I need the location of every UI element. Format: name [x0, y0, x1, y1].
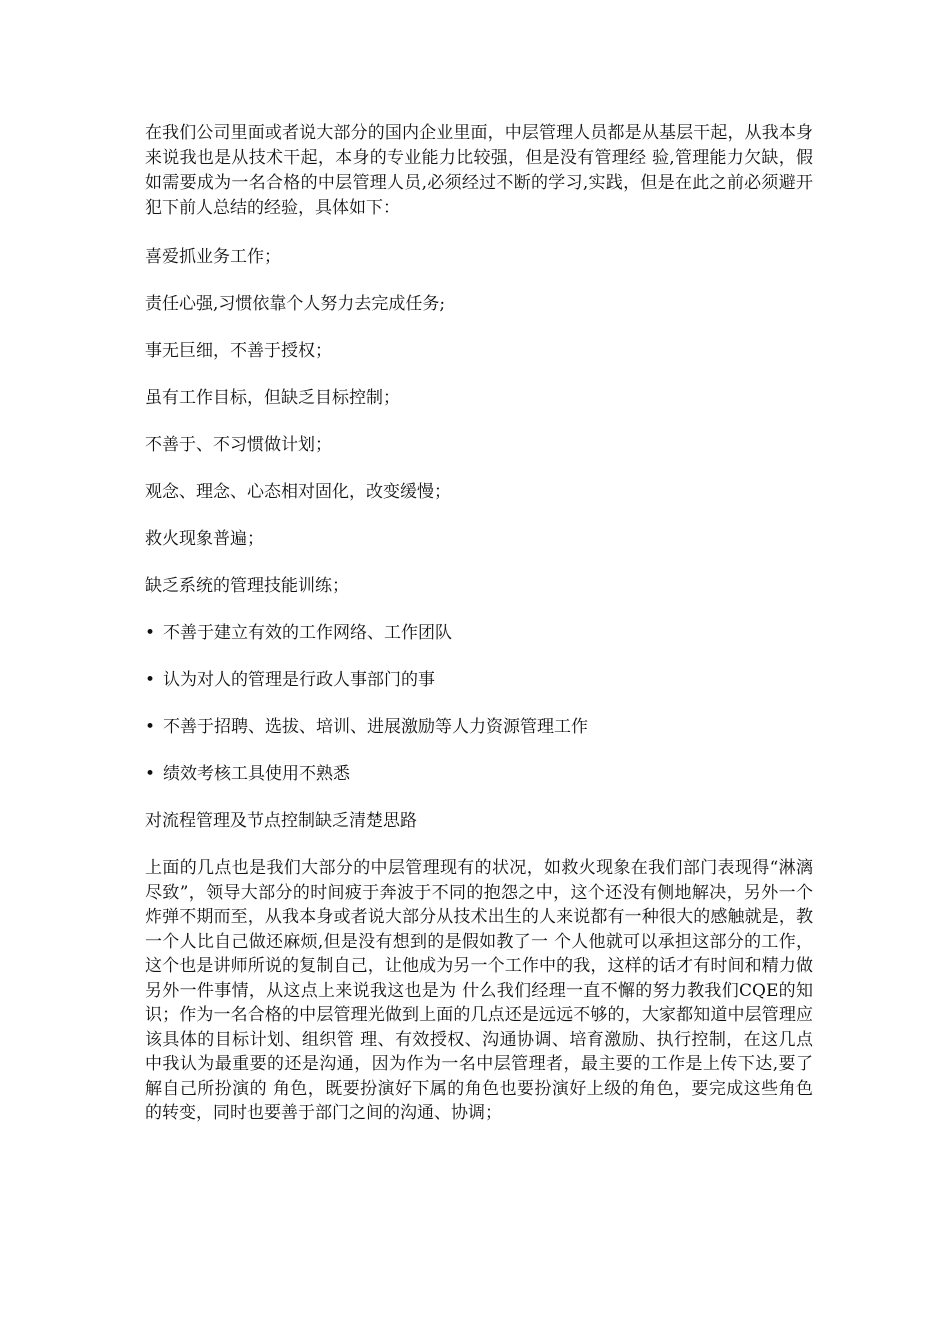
- bullet-text: 绩效考核工具使用不熟悉: [163, 764, 350, 784]
- bullet-item: [145, 762, 813, 787]
- problem-list: [145, 245, 813, 599]
- bullet-icon: •: [145, 717, 156, 737]
- list-item: 观念、理念、心态相对固化，改变缓慢；: [145, 482, 451, 502]
- bullet-item: [145, 715, 813, 740]
- bullet-icon: •: [145, 764, 156, 784]
- bullet-item: [145, 621, 813, 646]
- list-item: 责任心强,习惯依靠个人努力去完成任务;: [145, 294, 446, 314]
- skill-bullet-list: [145, 621, 813, 787]
- list-item: 喜爱抓业务工作；: [145, 247, 281, 267]
- list-item: 事无巨细，不善于授权；: [145, 341, 332, 361]
- bullet-icon: •: [145, 670, 156, 690]
- list-item: 虽有工作目标，但缺乏目标控制；: [145, 388, 400, 408]
- bullet-text: 不善于建立有效的工作网络、工作团队: [163, 623, 452, 643]
- document-page: [145, 121, 813, 1126]
- intro-paragraph: 在我们公司里面或者说大部分的国内企业里面，中层管理人员都是从基层干起，从我本身来说我也是从技术干起，本身的专业能力比较强，但是没有管理经 验,管理能力欠缺，假如需要成为一名合格的中层管理人员,必须经过不断的学习,实践，但是在此之前必须避开犯下前人总结的经验，具体如下：: [145, 123, 813, 218]
- bullet-text: 认为对人的管理是行政人事部门的事: [163, 670, 435, 690]
- bullet-icon: •: [145, 623, 156, 643]
- bullet-text: 不善于招聘、选拔、培训、进展激励等人力资源管理工作: [163, 717, 588, 737]
- process-line: 对流程管理及节点控制缺乏清楚思路: [145, 811, 417, 831]
- list-item: 救火现象普遍；: [145, 529, 264, 549]
- bullet-item: [145, 668, 813, 693]
- list-item: 不善于、不习惯做计划；: [145, 435, 332, 455]
- list-item: 缺乏系统的管理技能训练；: [145, 576, 349, 596]
- summary-paragraph: 上面的几点也是我们大部分的中层管理现有的状况，如救火现象在我们部门表现得“淋漓尽致”，领导大部分的时间疲于奔波于不同的抱怨之中，这个还没有侧地解决，另外一个炸弹不期而至，从我本身或者说大部分从技术出生的人来说都有一种很大的感触就是，教一个人比自己做还麻烦,但是没有想到的是假如教了一 个人他就可以承担这部分的工作，这个也是讲师所说的复制自己，让他成为另一个工作中的我，这样的话才有时间和精力做另外一件事情，从这点上来说我这也是为 什么我们经理一直不懈的努力教我们CQE的知识；作为一名合格的中层管理光做到上面的几点还是远远不够的，大家都知道中层管理应该具体的目标计划、组织管 理、有效授权、沟通协调、培育激励、执行控制，在这几点中我认为最重要的还是沟通，因为作为一名中层管理者，最主要的工作是上传下达,要了解自己所扮演的 角色，既要扮演好下属的角色也要扮演好上级的角色，要完成这些角色的转变，同时也要善于部门之间的沟通、协调；: [145, 858, 813, 1123]
